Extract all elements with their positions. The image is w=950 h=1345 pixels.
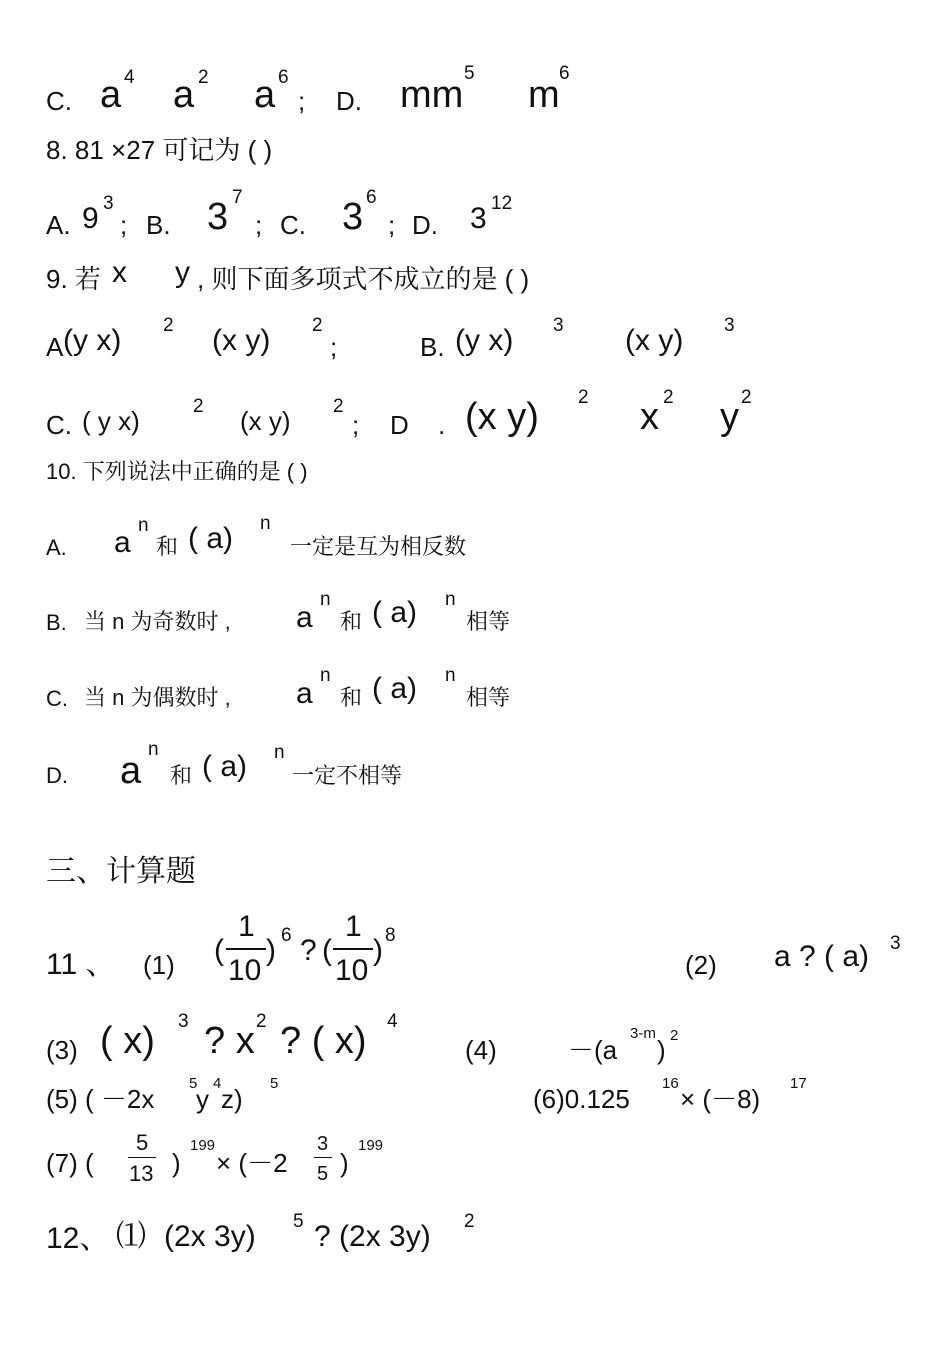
math-expr: ( a) xyxy=(372,672,417,705)
separator: ; xyxy=(388,210,396,240)
math-base: 9 xyxy=(82,202,99,235)
math-expr: × (－2 xyxy=(216,1148,288,1178)
exponent: 199 xyxy=(190,1137,216,1154)
paren: ( xyxy=(214,934,224,967)
exponent: 5 xyxy=(270,1075,279,1092)
part-label: (2) xyxy=(685,950,717,980)
math-expr: (2x 3y) xyxy=(164,1220,256,1253)
separator: ; xyxy=(352,410,360,440)
question-stem: 10. 下列说法中正确的是 ( ) xyxy=(46,459,308,484)
denominator: 10 xyxy=(335,954,369,987)
separator: ; xyxy=(255,210,263,240)
math-var: a xyxy=(296,677,313,710)
paren: ) xyxy=(266,934,276,967)
math-expr: －(a xyxy=(568,1035,618,1065)
math-expr: (x y) xyxy=(240,406,291,436)
option-label: B. xyxy=(46,610,67,635)
option-label: A xyxy=(46,332,64,362)
exponent: 3 xyxy=(553,315,564,336)
math-expr: ? ( x) xyxy=(280,1020,367,1062)
fraction-bar xyxy=(314,1157,332,1158)
exponent: 16 xyxy=(662,1075,679,1092)
math-expr: (x y) xyxy=(625,324,684,357)
separator: ; xyxy=(120,210,128,240)
math-expr: × (－8) xyxy=(680,1084,761,1114)
exponent: n xyxy=(148,739,159,760)
numerator: 1 xyxy=(345,910,362,943)
math-expr: ( y x) xyxy=(82,406,140,436)
exponent: 2 xyxy=(163,315,174,336)
option-label: D. xyxy=(46,763,68,788)
part-label: (6)0.125 xyxy=(533,1084,630,1114)
exponent: 17 xyxy=(790,1075,807,1092)
part-label: ⑴ xyxy=(116,1219,146,1254)
math-expr: (x y) xyxy=(212,324,271,357)
exponent: 6 xyxy=(559,63,570,84)
math-expr: ( a) xyxy=(188,522,233,555)
exponent: 5 xyxy=(293,1211,304,1232)
math-var: a xyxy=(173,74,195,116)
denominator: 5 xyxy=(317,1163,329,1185)
math-base: 3 xyxy=(470,202,487,235)
paren: ) xyxy=(340,1148,349,1178)
numerator: 3 xyxy=(317,1133,329,1155)
math-var: y xyxy=(720,396,739,438)
math-var: mm xyxy=(400,74,464,116)
exponent: 8 xyxy=(385,925,396,946)
fraction-bar xyxy=(226,948,266,950)
exponent: 2 xyxy=(464,1211,475,1232)
option-label: D. xyxy=(412,210,438,240)
math-var: x xyxy=(640,396,659,438)
fraction-bar xyxy=(333,948,373,950)
exponent: 4 xyxy=(387,1011,398,1032)
separator: . xyxy=(438,410,446,440)
math-var: a xyxy=(296,601,313,634)
text: 和 xyxy=(170,763,193,788)
exponent: 2 xyxy=(312,315,323,336)
math-var: a xyxy=(120,750,142,792)
math-expr: (y x) xyxy=(455,324,514,357)
exponent: 12 xyxy=(491,193,513,214)
denominator: 10 xyxy=(228,954,262,987)
math-expr: ( a) xyxy=(202,750,247,783)
exponent: 2 xyxy=(198,67,209,88)
option-label: C. xyxy=(46,410,72,440)
text: 一定是互为相反数 xyxy=(290,534,467,559)
math-expr: ? (2x 3y) xyxy=(314,1220,431,1253)
exponent: n xyxy=(274,742,285,763)
math-var: m xyxy=(528,74,560,116)
text: 相等 xyxy=(466,685,511,710)
math-base: 3 xyxy=(207,196,229,238)
exponent: 7 xyxy=(232,187,243,208)
fraction-bar xyxy=(128,1157,156,1158)
exponent: 3 xyxy=(178,1011,189,1032)
math-expr: ? x xyxy=(204,1020,255,1062)
part-label: (1) xyxy=(143,950,175,980)
question-stem: , 则下面多项式不成立的是 ( ) xyxy=(197,264,530,294)
exponent: 2 xyxy=(670,1027,679,1044)
question-number: 11 、 xyxy=(46,948,116,981)
denominator: 13 xyxy=(129,1161,154,1186)
fraction xyxy=(314,1132,332,1188)
exponent: 6 xyxy=(281,925,292,946)
question-number: 12、 xyxy=(46,1222,110,1255)
question-stem: 8. 81 ×27 可记为 ( ) xyxy=(46,135,273,165)
exponent: 2 xyxy=(578,387,589,408)
option-label: C. xyxy=(46,86,72,116)
paren: ) xyxy=(373,934,383,967)
math-expr: (x y) xyxy=(465,396,539,438)
math-var: y xyxy=(175,256,190,289)
option-label: D. xyxy=(336,86,362,116)
operator: ? xyxy=(300,934,317,967)
separator: ; xyxy=(298,86,306,116)
part-label: (4) xyxy=(465,1035,497,1065)
part-label: (5) ( －2x xyxy=(46,1084,155,1114)
fraction xyxy=(226,910,266,990)
exponent: 5 xyxy=(189,1075,198,1092)
math-var: a xyxy=(114,526,131,559)
option-label: D xyxy=(390,410,409,440)
numerator: 1 xyxy=(238,910,255,943)
math-expr: ( a) xyxy=(372,596,417,629)
question-number: 9. 若 xyxy=(46,264,101,294)
text: 和 xyxy=(156,534,179,559)
math-var: y xyxy=(196,1084,209,1114)
exponent: 2 xyxy=(256,1011,267,1032)
option-label: C. xyxy=(280,210,306,240)
exponent: 6 xyxy=(278,67,289,88)
math-expr: (y x) xyxy=(63,324,122,357)
exponent: 2 xyxy=(741,387,752,408)
exponent: 199 xyxy=(358,1137,384,1154)
text: 相等 xyxy=(466,609,511,634)
text: 和 xyxy=(340,609,363,634)
separator: ; xyxy=(330,332,338,362)
exponent: 4 xyxy=(213,1075,222,1092)
math-var: a xyxy=(254,74,276,116)
exponent: 4 xyxy=(124,67,135,88)
text: 当 n 为偶数时 , xyxy=(84,685,231,710)
exponent: 3-m xyxy=(630,1025,656,1042)
math-expr: ( x) xyxy=(100,1020,155,1062)
paren: ( xyxy=(322,934,332,967)
exponent: 2 xyxy=(193,396,204,417)
exponent: n xyxy=(445,589,456,610)
text: 和 xyxy=(340,685,363,710)
text: 一定不相等 xyxy=(292,763,403,788)
exponent: 5 xyxy=(464,63,475,84)
section-title: 三、计算题 xyxy=(46,854,196,889)
exponent: 3 xyxy=(890,933,901,954)
exponent: 2 xyxy=(333,396,344,417)
numerator: 5 xyxy=(136,1130,149,1155)
exponent: 3 xyxy=(724,315,735,336)
text: 当 n 为奇数时 , xyxy=(84,609,231,634)
math-expr: a ? ( a) xyxy=(774,940,870,973)
math-expr: z) xyxy=(221,1084,243,1114)
exponent: n xyxy=(138,515,149,536)
math-base: 3 xyxy=(342,196,364,238)
option-label: A. xyxy=(46,210,71,240)
option-label: A. xyxy=(46,535,67,560)
option-label: B. xyxy=(146,210,171,240)
exponent: 6 xyxy=(366,187,377,208)
part-label: (3) xyxy=(46,1035,78,1065)
exponent: 3 xyxy=(103,193,114,214)
math-var: a xyxy=(100,74,122,116)
paren: ) xyxy=(657,1035,666,1065)
exponent: n xyxy=(445,665,456,686)
option-label: C. xyxy=(46,686,68,711)
math-var: x xyxy=(112,256,127,289)
exponent: n xyxy=(260,513,271,534)
fraction xyxy=(333,910,373,990)
exponent: 2 xyxy=(663,387,674,408)
part-label: (7) ( xyxy=(46,1148,94,1178)
option-label: B. xyxy=(420,332,445,362)
exponent: n xyxy=(320,589,331,610)
fraction xyxy=(128,1130,156,1190)
exponent: n xyxy=(320,665,331,686)
paren: ) xyxy=(172,1148,181,1178)
